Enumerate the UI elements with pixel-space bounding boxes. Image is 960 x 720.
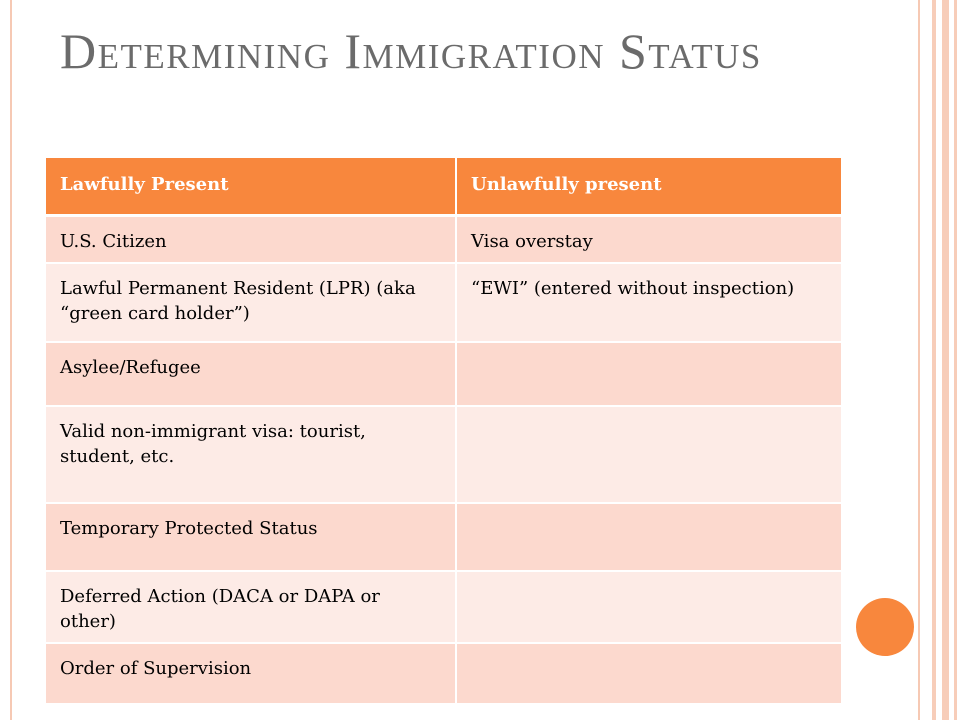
table-cell: Valid non-immigrant visa: tourist, student, etc. xyxy=(46,406,456,503)
header-unlawfully-present: Unlawfully present xyxy=(456,158,841,215)
frame-stripe xyxy=(942,0,949,720)
slide-frame-right xyxy=(918,0,960,720)
header-lawfully-present: Lawfully Present xyxy=(46,158,456,215)
table-cell: U.S. Citizen xyxy=(46,215,456,263)
table-cell: Deferred Action (DACA or DAPA or other) xyxy=(46,571,456,643)
table-cell xyxy=(456,503,841,571)
table-row xyxy=(46,263,841,342)
table-cell: Asylee/Refugee xyxy=(46,342,456,406)
table-cell: Temporary Protected Status xyxy=(46,503,456,571)
table-row xyxy=(46,571,841,643)
decorative-circle xyxy=(856,598,914,656)
table-row xyxy=(46,643,841,704)
frame-stripe xyxy=(954,0,957,720)
table-row xyxy=(46,406,841,503)
immigration-status-table xyxy=(46,158,841,705)
table-cell xyxy=(456,406,841,503)
table-cell xyxy=(456,643,841,704)
table-cell xyxy=(456,342,841,406)
slide-frame-left xyxy=(0,0,12,720)
table-cell: Visa overstay xyxy=(456,215,841,263)
table-cell: “EWI” (entered without inspection) xyxy=(456,263,841,342)
slide-title: Determining Immigration Status xyxy=(60,23,762,79)
table-row xyxy=(46,342,841,406)
table-header-row xyxy=(46,158,841,215)
frame-stripe xyxy=(932,0,936,720)
table-row xyxy=(46,503,841,571)
table-cell: Order of Supervision xyxy=(46,643,456,704)
table-row xyxy=(46,215,841,263)
table-cell xyxy=(456,571,841,643)
table-cell: Lawful Permanent Resident (LPR) (aka “green card holder”) xyxy=(46,263,456,342)
